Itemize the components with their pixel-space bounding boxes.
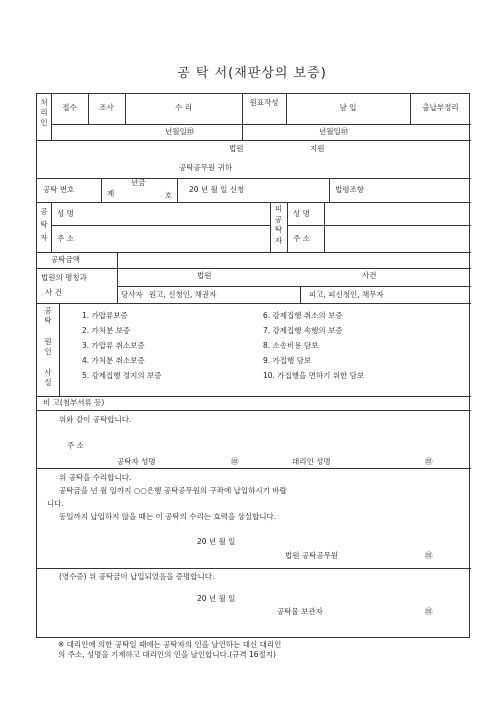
deposit-year-label: 년금 xyxy=(131,178,146,187)
header-accept: 수 리 xyxy=(175,103,192,112)
acceptance-officer: 법원 공탁공무원 xyxy=(285,551,339,560)
accept-date-label: 년월일㊞ xyxy=(165,127,195,136)
depositor-side-label: 공 탁 자 xyxy=(40,207,48,242)
application-date: 20 년 월 일 신청 xyxy=(189,185,245,194)
header-cash-book: 출납부정리 xyxy=(422,103,459,112)
case-label-line2: 사 건 xyxy=(45,288,62,297)
deposit-no-prefix: 제 xyxy=(107,189,115,198)
declaration-address-label: 주 소 xyxy=(67,441,84,450)
processing-side-label: 처 리 인 xyxy=(40,98,48,128)
case-name-label: 사건 xyxy=(362,271,377,280)
cause-item-9: 9. 가집행 담보 xyxy=(263,356,312,365)
party-label: 당사자 xyxy=(121,290,143,299)
deposit-no-suffix: 호 xyxy=(165,191,173,200)
acceptance-date: 20 년 월 일 xyxy=(197,537,236,546)
footnote-line-1: ※ 대리인에 의한 공탁일 때에는 공탁자의 인을 날인하는 대신 대리인 xyxy=(58,640,282,649)
acceptance-line-3: 니다. xyxy=(47,499,64,508)
cause-item-3: 3. 가압류 취소보증 xyxy=(82,341,145,350)
case-label-line1: 법원의 명칭과 xyxy=(41,273,87,282)
cause-item-7: 7. 강제집행 속행의 보증 xyxy=(263,326,343,335)
parties-defendant: 피고, 피신청인, 채무자 xyxy=(309,290,384,299)
acceptance-line-2: 공탁금을 년 월 일까지 ○○은행 공탁공무원의 구좌에 납입하시기 바랍 xyxy=(59,486,287,495)
header-inspection: 조사 xyxy=(99,103,114,112)
acceptance-line-1: 위 공탁을 수리합니다. xyxy=(59,473,132,482)
remarks-label: 비 고(첨부서류 등) xyxy=(43,398,105,407)
header-ledger: 원표작성 xyxy=(249,98,279,107)
deposit-form xyxy=(36,93,470,638)
depositee-side-label: 피 공 탁 자 xyxy=(274,204,283,245)
law-article-label: 법령조항 xyxy=(335,185,364,194)
depositee-name-label: 성 명 xyxy=(293,209,310,218)
receipt-date: 20 년 월 일 xyxy=(197,594,236,603)
cause-item-10: 10. 가집행을 면하기 위한 담보 xyxy=(263,371,365,380)
deposit-no-label: 공탁 번호 xyxy=(43,185,75,194)
receipt-seal: ㊞ xyxy=(425,607,433,616)
cause-item-2: 2. 가처분 보증 xyxy=(82,326,131,335)
depositor-sign-label: 공탁자 성명 xyxy=(117,457,156,466)
header-receipt: 접수 xyxy=(62,103,77,112)
depositor-name-label: 성 명 xyxy=(57,209,74,218)
header-payment: 남 입 xyxy=(339,103,357,112)
acceptance-line-4: 동일까지 납입하지 않을 때는 이 공탁의 수리는 효력을 상실합니다. xyxy=(59,512,277,521)
officer-addressee: 공탁공무원 귀하 xyxy=(179,163,233,172)
depositee-address-label: 주 소 xyxy=(293,234,310,243)
deposit-amount-label: 공탁금액 xyxy=(51,255,80,264)
cause-item-8: 8. 소송비용 담보 xyxy=(263,341,319,350)
cause-item-6: 6. 강제집행 취소의 보증 xyxy=(263,311,343,320)
cause-item-1: 1. 가압류보증 xyxy=(82,311,128,320)
payment-date-label: 년월일㊞ xyxy=(319,127,349,136)
receipt-keeper: 공탁물 보관자 xyxy=(277,607,323,616)
receipt-line-1: (영수증) 위 공탁금이 납입되었음을 증명합니다. xyxy=(59,572,215,581)
acceptance-seal: ㊞ xyxy=(425,551,433,560)
cause-item-4: 4. 가처분 취소보증 xyxy=(82,356,145,365)
agent-sign-label: 대리인 성명 xyxy=(292,457,331,466)
cause-side-label: 공 탁 원 인 사 실 xyxy=(44,306,52,388)
case-court-label: 법원 xyxy=(197,271,212,280)
depositor-address-label: 주 소 xyxy=(57,234,74,243)
branch-label: 지원 xyxy=(310,144,325,153)
declaration-text: 위와 같이 공탁합니다. xyxy=(59,415,132,424)
footnote-line-2: 의 주소, 성명을 기재하고 대리인의 인을 날인합니다.(규격 16절지) xyxy=(58,649,276,659)
court-label: 법원 xyxy=(229,144,244,153)
footnote xyxy=(58,640,478,660)
document-title: 공 탁 서(재판상의 보증) xyxy=(177,66,327,81)
cause-item-5: 5. 강제집행 정지의 보증 xyxy=(82,371,162,380)
agent-seal: ㊞ xyxy=(425,457,433,466)
parties-plaintiff: 원고, 신청인, 채권자 xyxy=(149,290,217,299)
depositor-seal: ㊞ xyxy=(231,457,239,466)
